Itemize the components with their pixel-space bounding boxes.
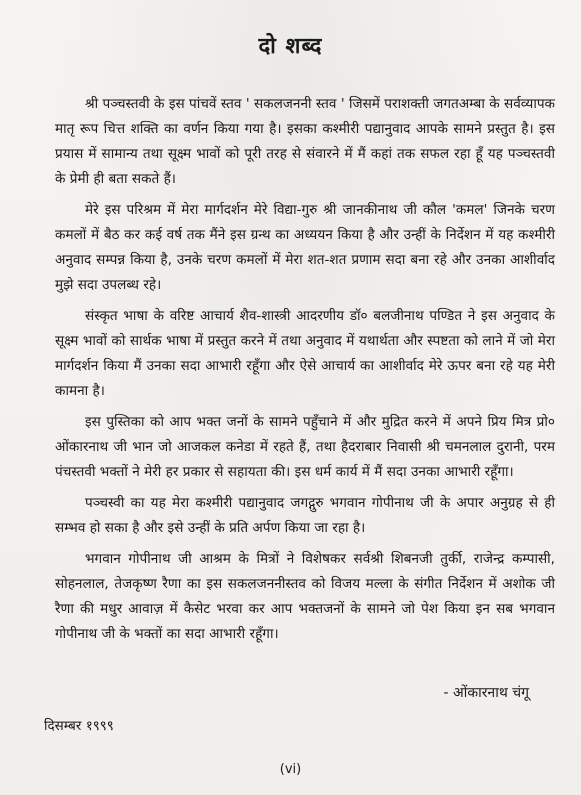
page-number: (vi) [279,762,302,777]
paragraph-1: श्री पञ्चस्तवी के इस पांचवें स्तव ' सकलजननी स्तव ' जिसमें पराशक्ती जगतअम्बा के सर्वव्यापक मातृ रूप चित्त शक्ति का वर्णन किया गया है। इसका कश्मीरी पद्यानुवाद आपके सामने प्रस्तुत है। इस प्रयास में सामान्य तथा सूक्ष्म भावों को पूरी तरह से संवारने में मैं कहां तक सफल रहा हूँ यह पञ्चस्तवी के प्रेमी ही बता सकते हैं। [55,96,555,187]
page-title: दो शब्द [258,34,323,59]
paragraph-2: मेरे इस परिश्रम में मेरा मार्गदर्शन मेरे विद्या-गुरु श्री जानकीनाथ जी कौल 'कमल' जिनके चरण कमलों में बैठ कर कई वर्ष तक मैंने इस ग्रन्थ का अध्ययन किया है और उन्हीं के निर्देशन में यह कश्मीरी अनुवाद सम्पन्न किया है, उनके चरण कमलों में मेरा शत-शत प्रणाम सदा बना रहे और उनका आशीर्वाद मुझे सदा उपलब्ध रहे। [55,202,555,293]
author-signature: - ओंकारनाथ चंगू [443,685,529,701]
paragraph-6: भगवान गोपीनाथ जी आश्रम के मित्रों ने विशेषकर सर्वश्री शिबनजी तुर्की, राजेन्द्र कम्पासी, सोहनलाल, तेजकृष्ण रैणा का इस सकलजननीस्तव को विजय मल्ला के संगीत निर्देशन में अशोक जी रैणा की मधुर आवाज़ में कैसेट भरवा कर आप भक्तजनों के सामने जो पेश किया इन सब भगवान गोपीनाथ जी के भक्तों का सदा आभारी रहूँगा। [55,551,555,642]
paragraph-4: इस पुस्तिका को आप भक्त जनों के सामने पहुँचाने में और मुद्रित करने में अपने प्रिय मित्र प्रो० ओंकारनाथ जी भान जो आजकल कनेडा में रहते हैं, तथा हैदराबार निवासी श्री चमनलाल दुरानी, परम पंचस्तवी भक्तों ने मेरी हर प्रकार से सहायता की। इस धर्म कार्य में मैं सदा उनका आभारी रहूँगा। [55,414,555,480]
body-text [55,92,555,653]
paragraph-5: पञ्चस्वी का यह मेरा कश्मीरी पद्यानुवाद जगद्गुरु भगवान गोपीनाथ जी के अपार अनुग्रह से ही सम्भव हो सका है और इसे उन्हीं के प्रति अर्पण किया जा रहा है। [55,495,555,536]
date-line: दिसम्बर १९९९ [44,718,114,734]
paragraph-3: संस्कृत भाषा के वरिष्ट आचार्य शैव-शास्त्री आदरणीय डॉ० बलजीनाथ पण्डित ने इस अनुवाद के सूक्ष्म भावों को सार्थक भाषा में प्रस्तुत करने में तथा अनुवाद में यथार्थता और स्पष्टता को लाने में जो मेरा मार्गदर्शन किया मैं उनका सदा आभारी रहूँगा और ऐसे आचार्य का आशीर्वाद मेरे ऊपर बना रहे यह मेरी कामना है। [55,308,555,399]
